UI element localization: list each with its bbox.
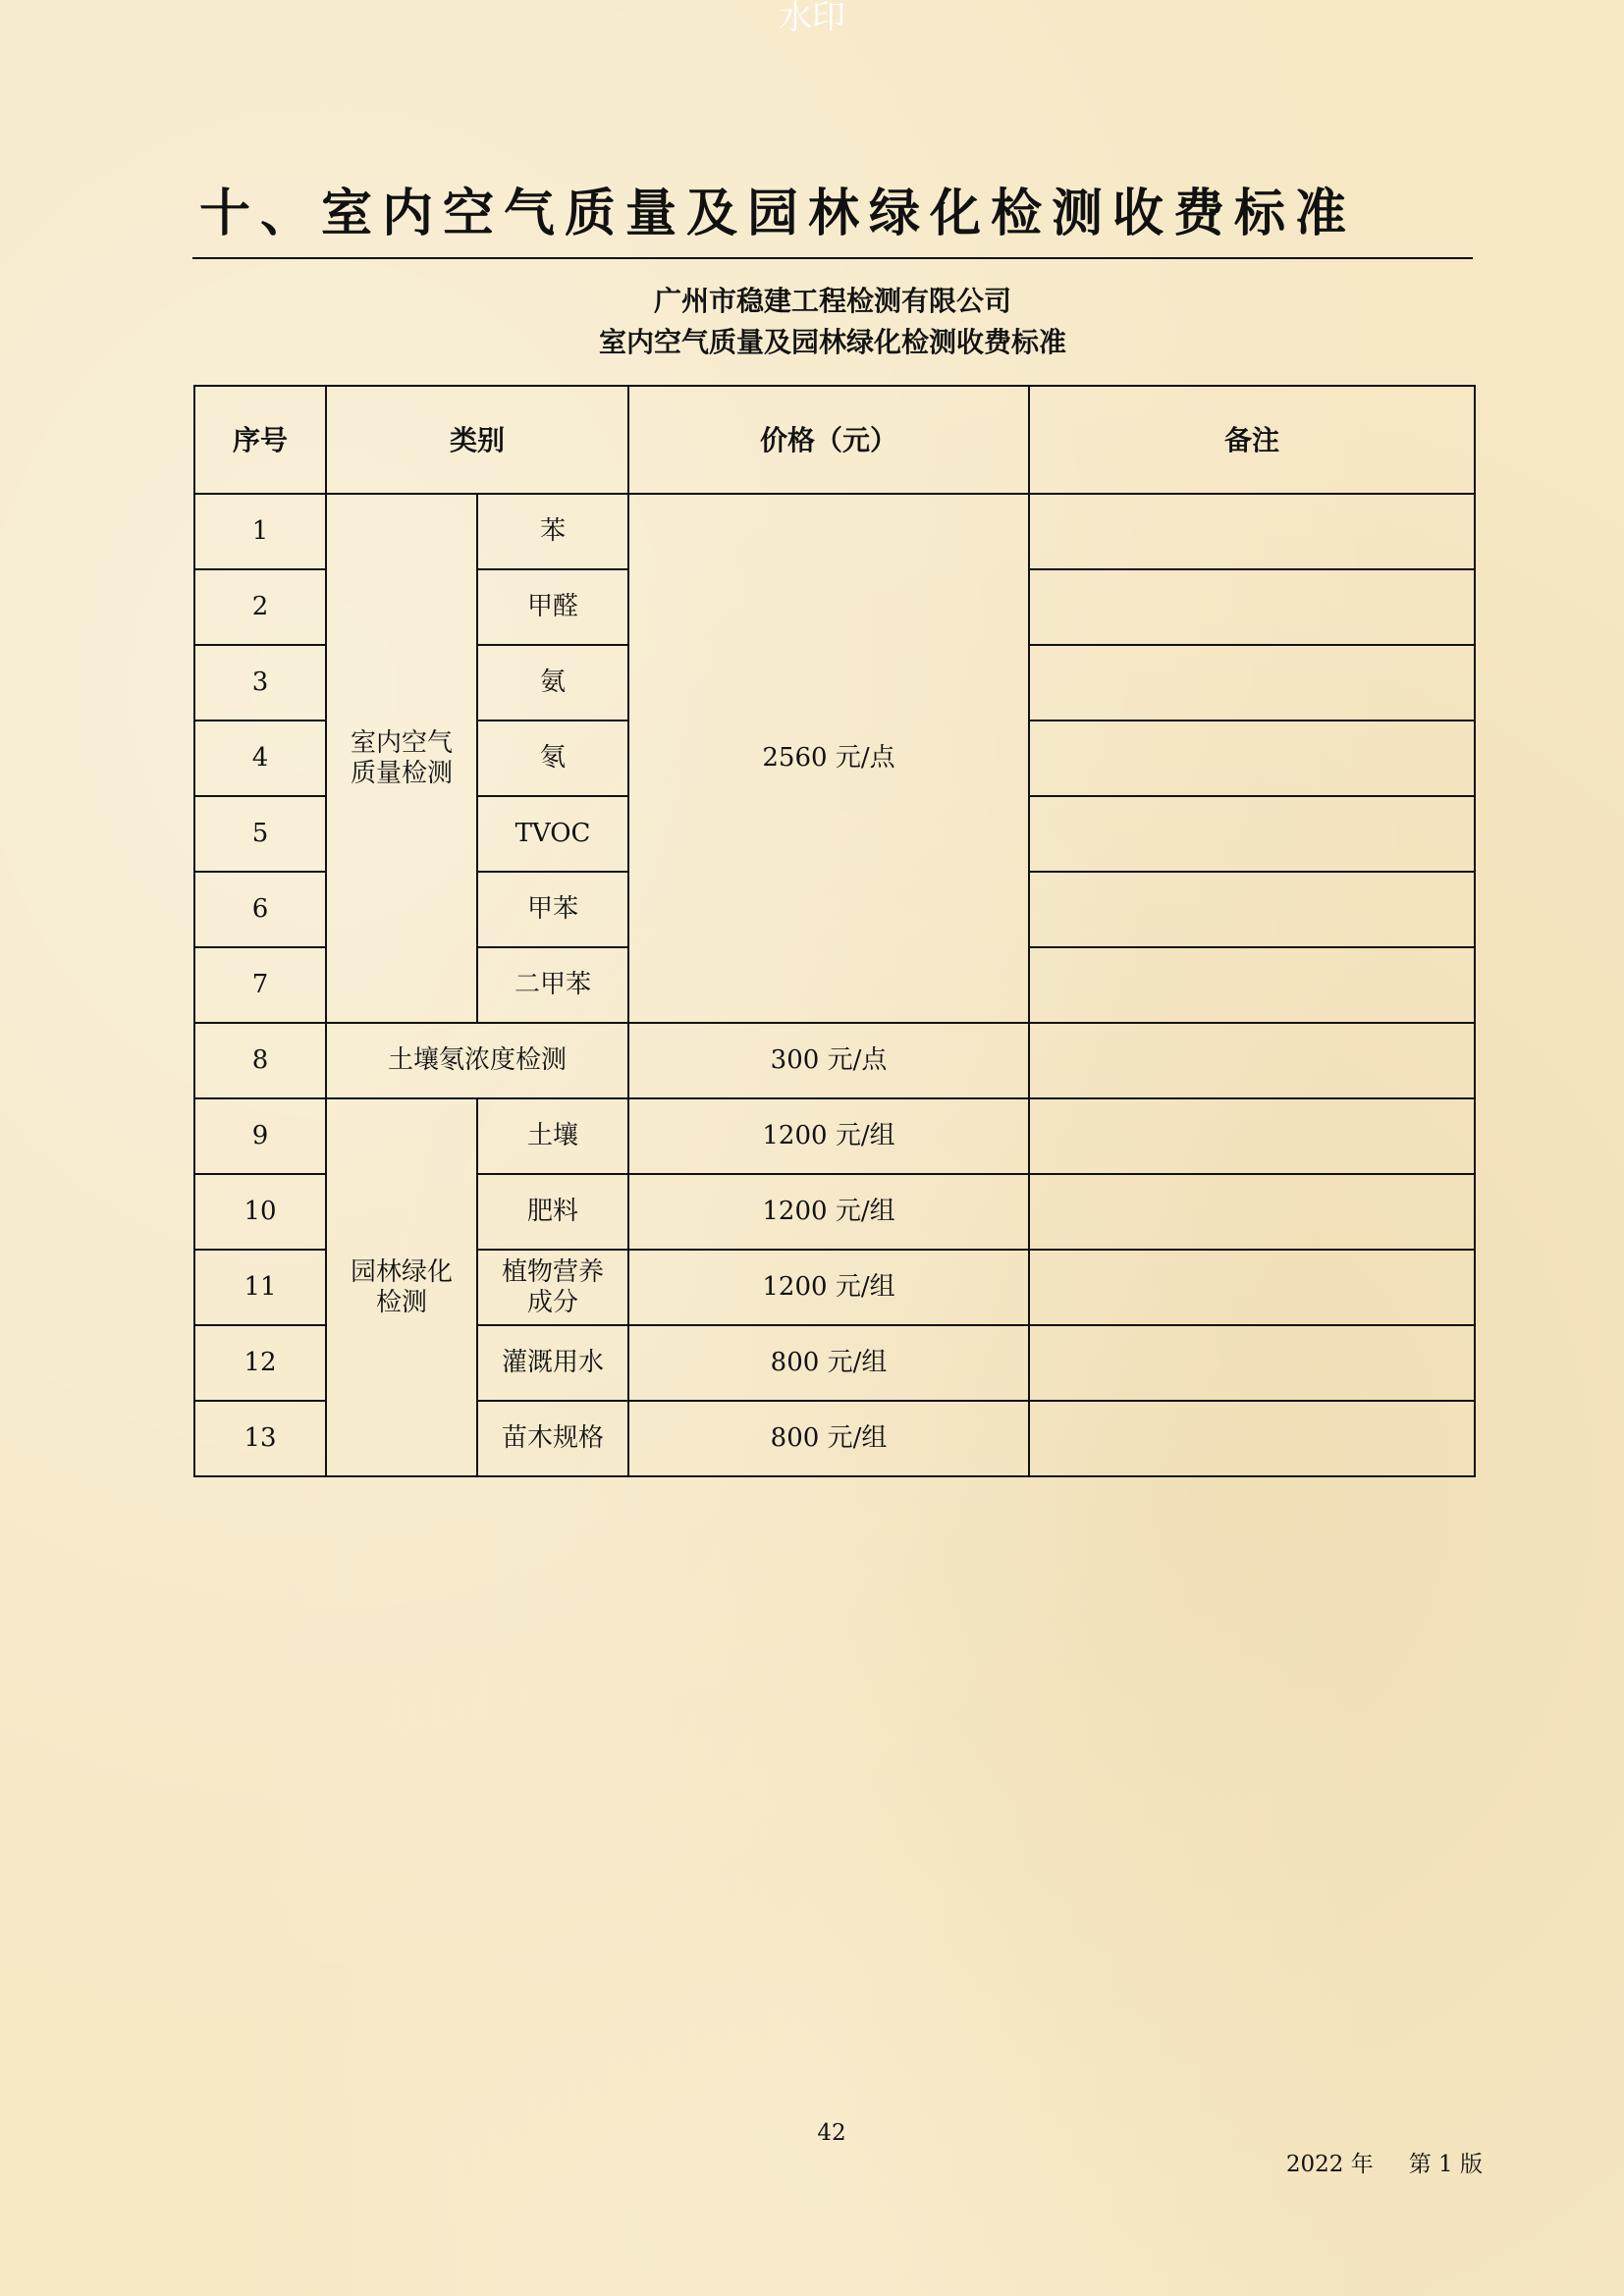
table-header-row bbox=[194, 386, 1475, 494]
row-seq: 6 bbox=[194, 872, 326, 947]
row-remark bbox=[1029, 569, 1475, 645]
table-title: 室内空气质量及园林绿化检测收费标准 bbox=[598, 326, 1066, 358]
row-item: 氡 bbox=[477, 721, 628, 796]
group-indoor-air: 室内空气质量检测 bbox=[326, 494, 477, 1023]
row-item: 甲醛 bbox=[477, 569, 628, 645]
edition-number: 第 1 版 bbox=[1408, 2152, 1483, 2177]
row-seq: 4 bbox=[194, 721, 326, 796]
row-item: 甲苯 bbox=[477, 872, 628, 947]
page-number: 42 bbox=[817, 2120, 846, 2146]
row-remark bbox=[1029, 1098, 1475, 1174]
row-seq: 9 bbox=[194, 1098, 326, 1174]
row-seq: 3 bbox=[194, 645, 326, 721]
row-item: 土壤 bbox=[477, 1098, 628, 1174]
row-item: 植物营养成分 bbox=[477, 1250, 628, 1325]
row-item: TVOC bbox=[477, 796, 628, 872]
header-category: 类别 bbox=[326, 386, 628, 494]
row-seq: 2 bbox=[194, 569, 326, 645]
group-soil-radon: 土壤氡浓度检测 bbox=[326, 1023, 628, 1098]
row-seq: 12 bbox=[194, 1325, 326, 1401]
row-remark bbox=[1029, 1401, 1475, 1476]
row-remark bbox=[1029, 872, 1475, 947]
row-item: 苗木规格 bbox=[477, 1401, 628, 1476]
header-seq: 序号 bbox=[194, 386, 326, 494]
table-row bbox=[194, 1023, 1475, 1098]
row-item: 氨 bbox=[477, 645, 628, 721]
table-row bbox=[194, 494, 1475, 569]
row-remark bbox=[1029, 796, 1475, 872]
row-item: 二甲苯 bbox=[477, 947, 628, 1023]
header-price: 价格（元） bbox=[628, 386, 1029, 494]
row-remark bbox=[1029, 645, 1475, 721]
row-item: 肥料 bbox=[477, 1174, 628, 1250]
row-price: 800 元/组 bbox=[628, 1401, 1029, 1476]
row-seq: 7 bbox=[194, 947, 326, 1023]
row-seq: 1 bbox=[194, 494, 326, 569]
row-price: 1200 元/组 bbox=[628, 1250, 1029, 1325]
row-price: 1200 元/组 bbox=[628, 1174, 1029, 1250]
company-name: 广州市稳建工程检测有限公司 bbox=[653, 285, 1011, 317]
row-seq: 11 bbox=[194, 1250, 326, 1325]
row-price: 1200 元/组 bbox=[628, 1098, 1029, 1174]
fee-table bbox=[193, 385, 1476, 1477]
row-seq: 13 bbox=[194, 1401, 326, 1476]
row-item: 苯 bbox=[477, 494, 628, 569]
edition-info bbox=[1267, 2150, 1483, 2179]
row-price: 800 元/组 bbox=[628, 1325, 1029, 1401]
row-remark bbox=[1029, 1250, 1475, 1325]
row-seq: 5 bbox=[194, 796, 326, 872]
row-item: 灌溉用水 bbox=[477, 1325, 628, 1401]
row-seq: 8 bbox=[194, 1023, 326, 1098]
group-garden: 园林绿化检测 bbox=[326, 1098, 477, 1476]
row-remark bbox=[1029, 721, 1475, 796]
row-remark bbox=[1029, 947, 1475, 1023]
row-price: 300 元/点 bbox=[628, 1023, 1029, 1098]
header-remark: 备注 bbox=[1029, 386, 1475, 494]
heading-rule bbox=[192, 257, 1473, 259]
row-remark bbox=[1029, 1325, 1475, 1401]
page-heading: 十、室内空气质量及园林绿化检测收费标准 bbox=[199, 184, 1357, 243]
row-seq: 10 bbox=[194, 1174, 326, 1250]
row-remark bbox=[1029, 494, 1475, 569]
indoor-price: 2560 元/点 bbox=[628, 494, 1029, 1023]
row-remark bbox=[1029, 1174, 1475, 1250]
row-remark bbox=[1029, 1023, 1475, 1098]
edition-year: 2022 年 bbox=[1285, 2152, 1374, 2177]
watermark-text: 水印 bbox=[779, 0, 845, 37]
table-row bbox=[194, 1098, 1475, 1174]
